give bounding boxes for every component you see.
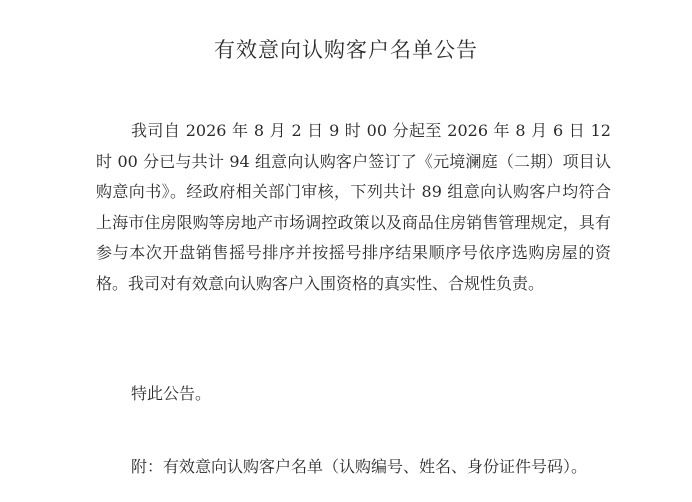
document-title: 有效意向认购客户名单公告: [214, 38, 478, 62]
announcement-body: 我司自 2026 年 8 月 2 日 9 时 00 分起至 2026 年 8 月 6 日 12 时 00 分已与共计 94 组意向认购客户签订了《元境澜庭（二期）项目认购意向书》。经政府相关部门审核，下列共计 89 组意向认购客户均符合上海市住房限购等房地产市场调控政策以及商品住房销售管理规定，具有参与本次开盘销售摇号排序并按摇号排序结果顺序号依序选购房屋的资格。我司对有效意向认购客户入围资格的真实性、合规性负责。: [96, 121, 611, 293]
attachment-note: 附：有效意向认购客户名单（认购编号、姓名、身份证件号码）。: [131, 457, 588, 476]
closing-statement: 特此公告。: [131, 384, 212, 403]
